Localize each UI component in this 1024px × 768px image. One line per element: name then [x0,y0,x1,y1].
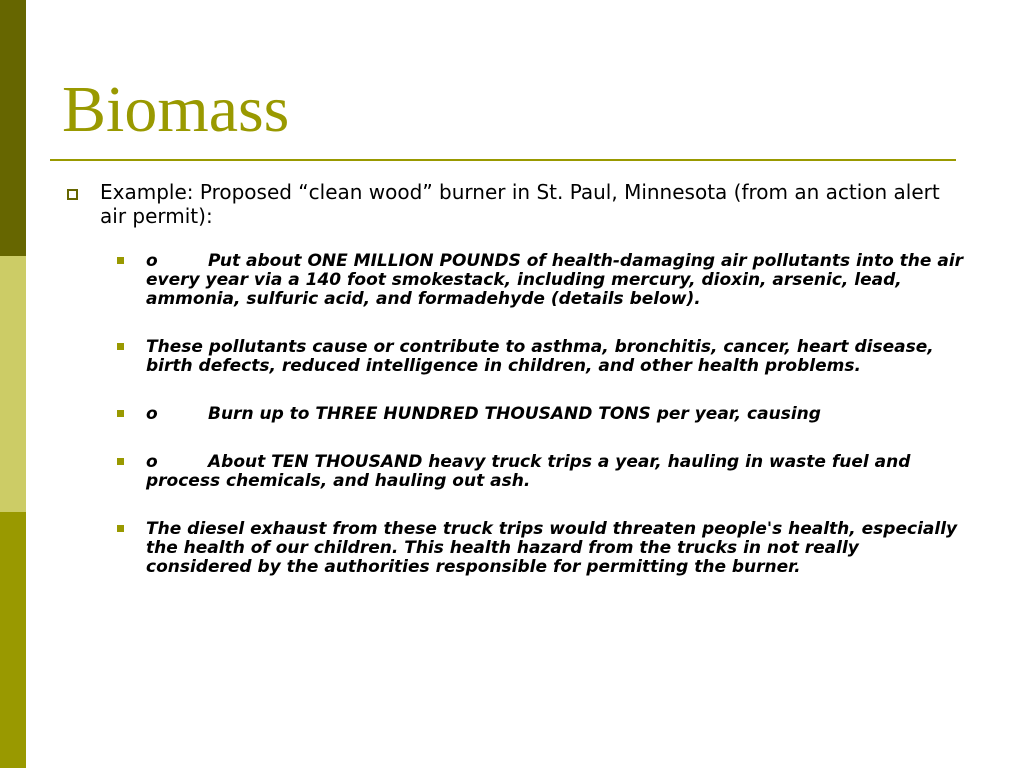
item-marker: o [146,251,158,271]
item-text: These pollutants cause or contribute to asthma, bronchitis, cancer, heart disease, birth defects, reduced intelligence in children, and other health problems. [146,337,934,376]
list-item [60,453,970,491]
slide-body [60,180,970,606]
list-item [60,520,970,577]
intro-bullet [60,180,970,228]
square-bullet-icon [117,257,124,264]
square-bullet-icon [117,410,124,417]
square-bullet-icon [117,343,124,350]
slide-title: Biomass [62,73,290,146]
item-marker: o [146,404,158,424]
list-item [60,252,970,309]
list-item [60,405,970,424]
item-text: Burn up to THREE HUNDRED THOUSAND TONS per year, causing [208,404,821,424]
item-text: About TEN THOUSAND heavy truck trips a year, hauling in waste fuel and process chemicals, and hauling out ash. [146,452,911,491]
side-bar-bottom [0,512,26,768]
item-text: Put about ONE MILLION POUNDS of health-damaging air pollutants into the air every year via a 140 foot smokestack, including mercury, dioxin, arsenic, lead, ammonia, sulfuric acid, and formadehyde (details below). [146,251,964,309]
hollow-square-bullet-icon [67,189,78,200]
title-underline [50,159,956,161]
intro-text: Example: Proposed “clean wood” burner in St. Paul, Minnesota (from an action alert air permit): [100,180,940,228]
side-bar-top [0,0,26,256]
side-bar-middle [0,256,26,512]
item-text: The diesel exhaust from these truck trips would threaten people's health, especially the health of our children. This health hazard from the trucks in not really considered by the authorities responsible for permitting the burner. [146,519,958,577]
list-item [60,338,970,376]
sub-bullet-list [60,252,970,577]
square-bullet-icon [117,525,124,532]
square-bullet-icon [117,458,124,465]
item-marker: o [146,452,158,472]
